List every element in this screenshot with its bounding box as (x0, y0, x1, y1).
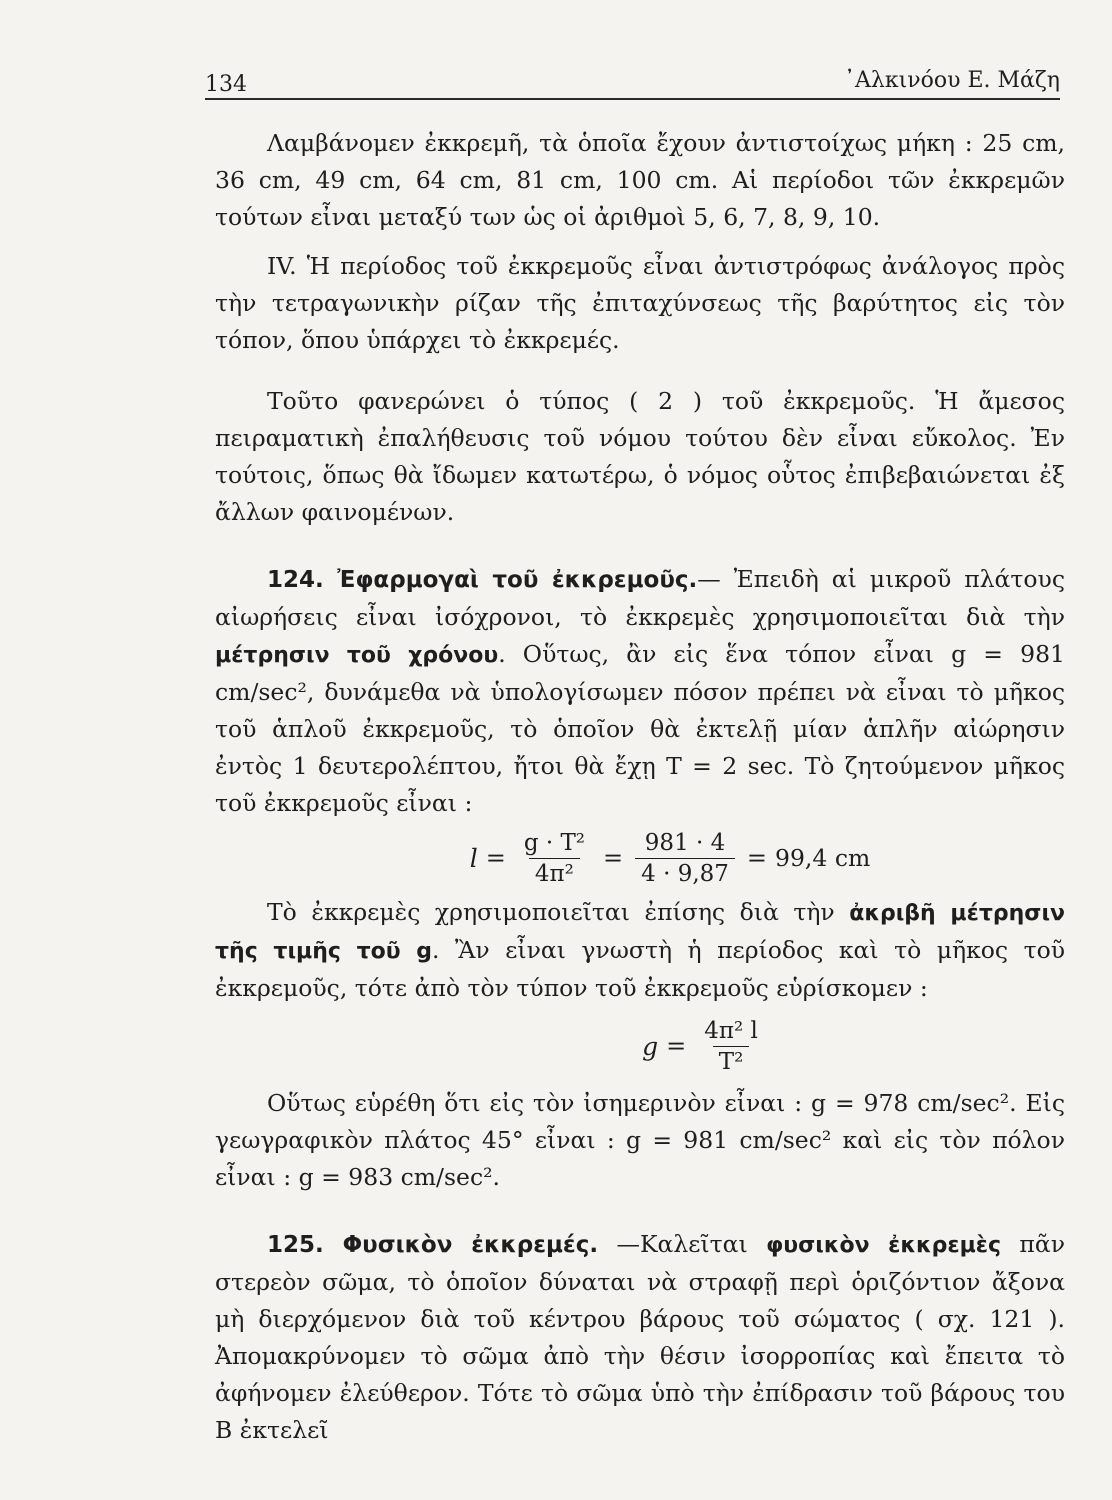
formula-fraction-2 (635, 828, 735, 889)
formula-pendulum-length (275, 822, 1065, 894)
section-124-title: 124. Ἐφαρμογαὶ τοῦ ἐκκρεμοῦς. (267, 567, 698, 593)
paragraph-pendulum-lengths: Λαμβάνομεν ἐκκρεμῆ, τὰ ὁποῖα ἔχουν ἀντιστοίχως μήκη : 25 cm, 36 cm, 49 cm, 64 cm, 81 cm, 100 cm. Αἱ περίοδοι τῶν ἐκκρεμῶν τούτων εἶναι μεταξύ των ὡς οἱ ἀριθμοὶ 5, 6, 7, 8, 9, 10. (215, 129, 1065, 231)
formula-equals-3: = (746, 843, 768, 872)
page-number: 134 (205, 72, 247, 97)
paragraph-law-verification: Τοῦτο φανερώνει ὁ τύπος ( 2 ) τοῦ ἐκκρεμοῦς. Ἡ ἄμεσος πειραματικὴ ἐπαλήθευσις τοῦ νόμου τούτου δὲν εἶναι εὔκολος. Ἐν τούτοις, ὅπως θὰ ἴδωμεν κατωτέρω, ὁ νόμος οὗτος ἐπιβεβαιώνεται ἐξ ἄλλων φαινομένων. (215, 387, 1065, 526)
formula-equals-1: = (485, 843, 506, 872)
page-header (205, 60, 1060, 100)
fraction-1-denominator: 4π² (529, 858, 580, 889)
measure-g-text-a: Τὸ ἐκκρεμὲς χρησιμοποιεῖται ἐπίσης διὰ τὴν (267, 898, 850, 926)
section-124-bold-term: μέτρησιν τοῦ χρόνου (215, 643, 499, 668)
fraction-1-numerator: g · T² (523, 829, 586, 856)
fraction-2-numerator: 981 · 4 (644, 829, 726, 856)
measure-g-bold-term: ἀκριβῆ μέτρησιν τῆς τιμῆς τοῦ g (215, 901, 1065, 964)
formula2-lhs-g: g (642, 1031, 659, 1061)
section-125-bold-term: φυσικὸν ἐκκρεμὲς (766, 1233, 1002, 1258)
running-head: ᾿Αλκινόου Ε. Μάζη (844, 68, 1060, 93)
formula-equals-2: = (603, 843, 624, 872)
section-124-text-a: — Ἐπειδὴ αἱ μικροῦ πλάτους αἰωρήσεις εἶναι ἰσόχρονοι, τὸ ἐκκρεμὲς χρησιμοποιεῖται διὰ τὴν (215, 565, 1065, 631)
paragraph-law-iv: IV. Ἡ περίοδος τοῦ ἐκκρεμοῦς εἶναι ἀντιστρόφως ἀνάλογος πρὸς τὴν τετραγωνικὴν ρίζαν τῆς ἐπιταχύνσεως τῆς βαρύτητος εἰς τὸν τόπον, ὅπου ὑπάρχει τὸ ἐκκρεμές. (215, 252, 1065, 354)
section-124-text-b: . Οὕτως, ἂν εἰς ἕνα τόπον εἶναι g = 981 cm/sec², δυνάμεθα νὰ ὑπολογίσωμεν πόσον πρέπει νὰ εἶναι τὸ μῆκος τοῦ ἁπλοῦ ἐκκρεμοῦς, τὸ ὁποῖον θὰ ἐκτελῇ μίαν ἁπλῆν αἰώρησιν ἐντὸς 1 δευτερολέπτου, ἤτοι θὰ ἔχῃ T = 2 sec. Τὸ ζητούμενον μῆκος τοῦ ἐκκρεμοῦς εἶναι : (215, 640, 1065, 817)
section-124 (215, 561, 1065, 822)
formula2-fraction (698, 1016, 764, 1077)
section-125-title: 125. Φυσικὸν ἐκκρεμές. (267, 1232, 599, 1258)
section-125 (215, 1226, 1065, 1449)
paragraph-measure-g (215, 894, 1065, 1007)
formula-lhs-l: l (469, 843, 478, 873)
formula2-equals: = (666, 1031, 687, 1060)
section-125-text-a: —Καλεῖται (598, 1230, 767, 1258)
formula-result: 99,4 cm (775, 843, 871, 872)
formula-fraction-1 (518, 828, 591, 889)
measure-g-text-b: . Ἂν εἶναι γνωστὴ ἡ περίοδος καὶ τὸ μῆκος τοῦ ἐκκρεμοῦς, τότε ἀπὸ τὸν τύπον τοῦ ἐκκρεμοῦς εὑρίσκομεν : (215, 936, 1066, 1002)
section-125-text-b: πᾶν στερεὸν σῶμα, τὸ ὁποῖον δύναται νὰ στραφῇ περὶ ὁριζόντιον ἄξονα μὴ διερχόμενον διὰ τοῦ κέντρου βάρους τοῦ σώματος ( σχ. 121 ). Ἀπομακρύνομεν τὸ σῶμα ἀπὸ τὴν θέσιν ἰσορροπίας καὶ ἔπειτα τὸ ἀφήνομεν ἐλεύθερον. Τότε τὸ σῶμα ὑπὸ τὴν ἐπίδρασιν τοῦ βάρους του B ἐκτελεῖ (215, 1230, 1065, 1444)
formula2-denominator: T² (713, 1046, 750, 1077)
formula-gravity (345, 1007, 1065, 1085)
body-text (215, 125, 1065, 1449)
paragraph-g-values: Οὕτως εὑρέθη ὅτι εἰς τὸν ἰσημερινὸν εἶναι : g = 978 cm/sec². Εἰς γεωγραφικὸν πλάτος 45° εἶναι : g = 981 cm/sec² καὶ εἰς τὸν πόλον εἶναι : g = 983 cm/sec². (215, 1089, 1065, 1191)
header-rule (205, 98, 1060, 100)
formula2-numerator: 4π² l (704, 1017, 758, 1044)
fraction-2-denominator: 4 · 9,87 (635, 858, 735, 889)
